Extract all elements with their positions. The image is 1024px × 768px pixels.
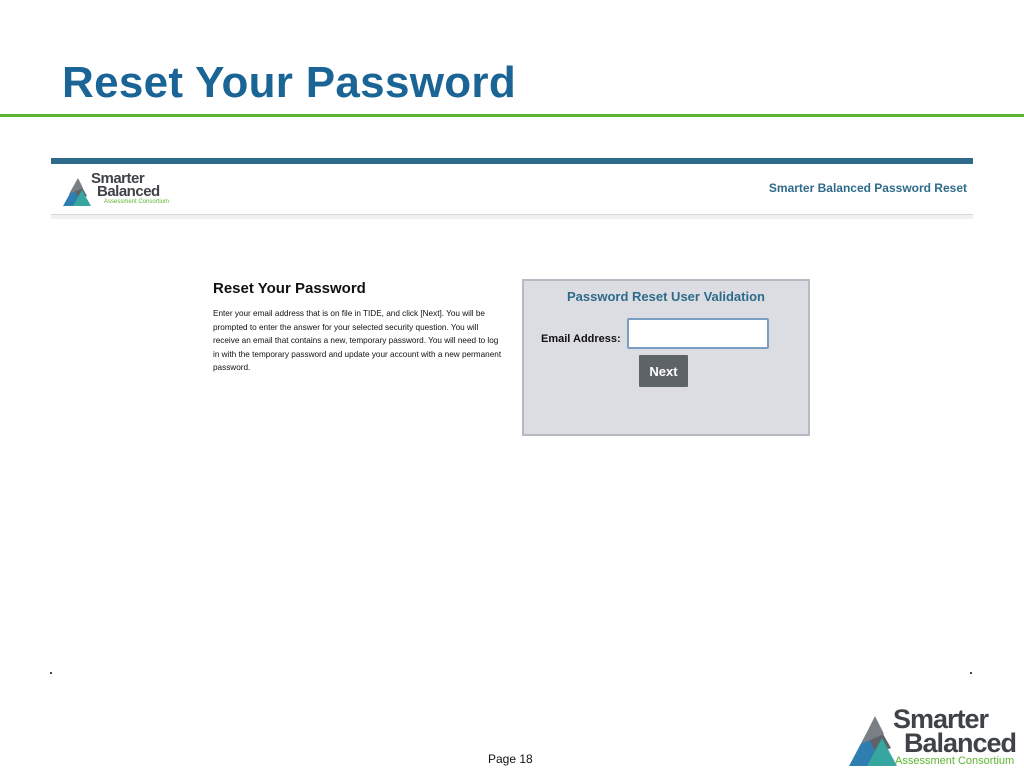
logo-word-smarter: Smarter: [893, 704, 989, 734]
logo-word-balanced: Balanced: [97, 183, 160, 200]
instructions-block: [213, 280, 513, 375]
slide-title: Reset Your Password: [62, 58, 517, 107]
panel-title: Password Reset User Validation: [567, 289, 765, 304]
smarter-balanced-logo[interactable]: [63, 172, 171, 210]
email-label: Email Address:: [541, 333, 621, 345]
logo-tagline: Assessment Consortium: [895, 755, 1015, 767]
logo-word-balanced: Balanced: [904, 728, 1017, 758]
instructions-heading: Reset Your Password: [213, 280, 366, 297]
logo-tagline: Assessment Consortium: [104, 199, 170, 205]
user-validation-panel: [522, 279, 810, 436]
next-button[interactable]: Next: [639, 355, 688, 387]
title-divider: [0, 114, 1024, 117]
header-shadow: [51, 215, 973, 219]
triangle-logo-icon: [63, 174, 93, 208]
slide-marker-dot: [970, 672, 972, 674]
logo-word-smarter: Smarter: [91, 170, 145, 187]
email-input[interactable]: [627, 318, 769, 349]
instructions-text: Enter your email address that is on file in TIDE, and click [Next]. You will be prompted to enter the answer for your selected security question. You will receive an email that contains a new, temporary password. You will need to log in with the temporary password and update your account with a new permanent password.: [213, 309, 502, 372]
footer-logo: [849, 706, 1021, 768]
slide-marker-dot: [50, 672, 52, 674]
header-title: Smarter Balanced Password Reset: [768, 181, 967, 195]
page-number: Page 18: [488, 752, 533, 766]
app-header: [51, 164, 973, 215]
